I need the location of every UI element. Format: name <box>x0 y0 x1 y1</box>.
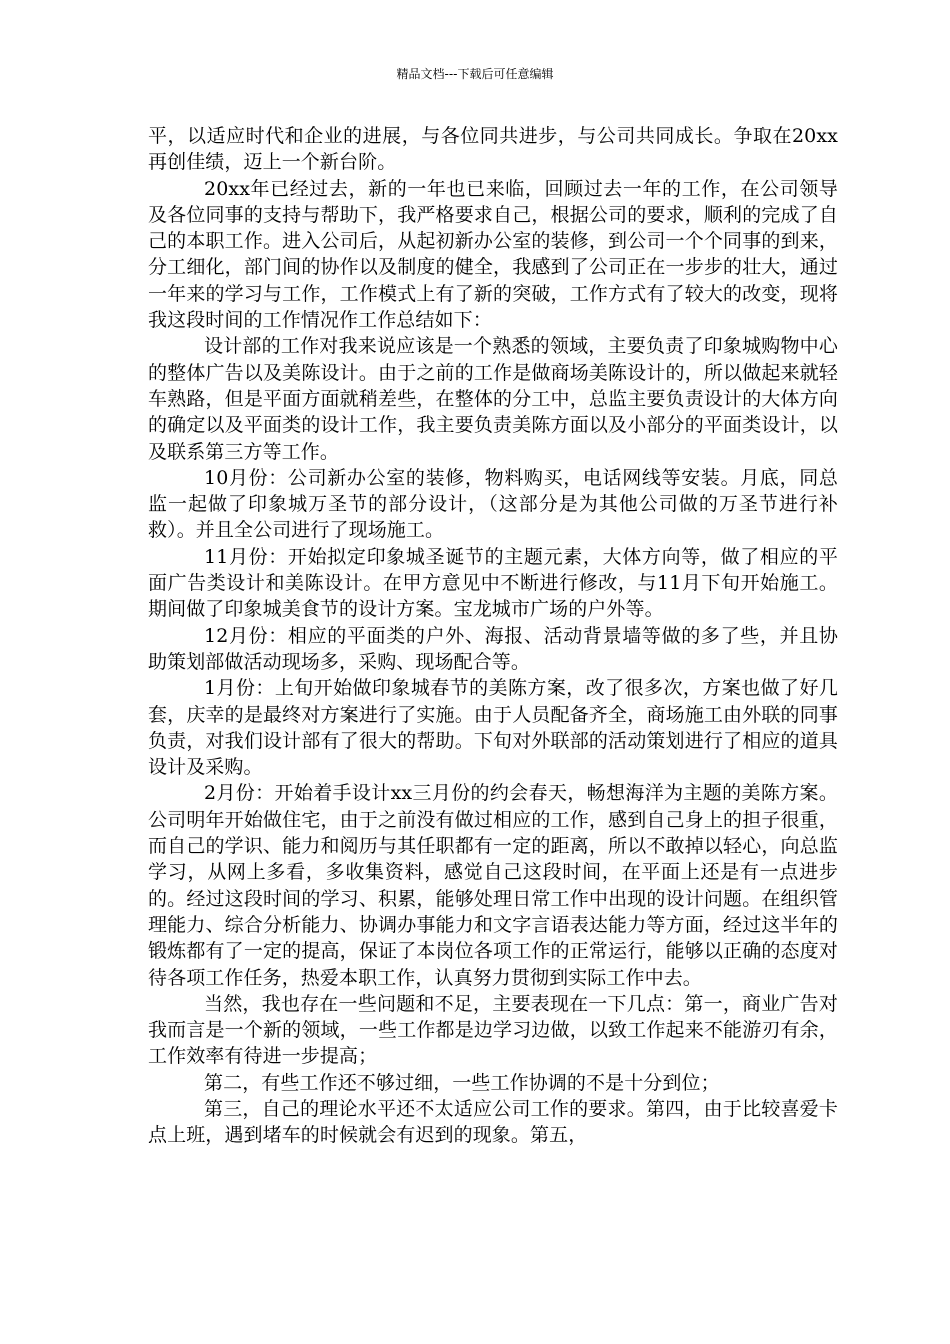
paragraph-december: 12月份：相应的平面类的户外、海报、活动背景墙等做的多了些，并且协助策划部做活动现场多，采购、现场配合等。 <box>148 624 838 673</box>
page-header: 精品文档---下载后可任意编辑 <box>396 67 554 81</box>
paragraph-intro: 20xx年已经过去，新的一年也已来临，回顾过去一年的工作，在公司领导及各位同事的支持与帮助下，我严格要求自己，根据公司的要求，顺利的完成了自己的本职工作。进入公司后，从起初新办公室的装修，到公司一个个同事的到来，分工细化，部门间的协作以及制度的健全，我感到了公司正在一步步的壮大，通过一年来的学习与工作，工作模式上有了新的突破，工作方式有了较大的改变，现将我这段时间的工作情况作工作总结如下： <box>148 177 838 332</box>
paragraph-shortcomings: 当然，我也存在一些问题和不足，主要表现在一下几点：第一，商业广告对我而言是一个新的领域，一些工作都是边学习边做，以致工作起来不能游刃有余，工作效率有待进一步提高； <box>148 992 838 1068</box>
paragraph-october: 10月份：公司新办公室的装修，物料购买，电话网线等安装。月底，同总监一起做了印象城万圣节的部分设计，（这部分是为其他公司做的万圣节进行补救）。并且全公司进行了现场施工。 <box>148 466 838 542</box>
paragraph-design-dept: 设计部的工作对我来说应该是一个熟悉的领域，主要负责了印象城购物中心的整体广告以及美陈设计。由于之前的工作是做商场美陈设计的，所以做起来就轻车熟路，但是平面方面就稍差些，在整体的分工中，总监主要负责设计的大体方向的确定以及平面类的设计工作，我主要负责美陈方面以及小部分的平面类设计，以及联系第三方等工作。 <box>148 335 838 463</box>
paragraph-february: 2月份：开始着手设计xx三月份的约会春天，畅想海洋为主题的美陈方案。公司明年开始做住宅，由于之前没有做过相应的工作，感到自己身上的担子很重，而自己的学识、能力和阅历与其任职都有一定的距离，所以不敢掉以轻心，向总监学习，从网上多看，多收集资料，感觉自己这段时间，在平面上还是有一点进步的。经过这段时间的学习、积累，能够处理日常工作中出现的设计问题。在组织管理能力、综合分析能力、协调办事能力和文字言语表达能力等方面，经过这半年的锻炼都有了一定的提高，保证了本岗位各项工作的正常运行，能够以正确的态度对待各项工作任务，热爱本职工作，认真努力贯彻到实际工作中去。 <box>148 782 838 989</box>
document-body <box>148 123 838 1149</box>
paragraph-third-point: 第三，自己的理论水平还不太适应公司工作的要求。第四，由于比较喜爱卡点上班，遇到堵车的时候就会有迟到的现象。第五， <box>148 1097 838 1147</box>
paragraph-november: 11月份：开始拟定印象城圣诞节的主题元素，大体方向等，做了相应的平面广告类设计和美陈设计。在甲方意见中不断进行修改，与11月下旬开始施工。期间做了印象城美食节的设计方案。宝龙城市广场的户外等。 <box>148 545 838 621</box>
paragraph-second-point: 第二，有些工作还不够过细，一些工作协调的不是十分到位； <box>204 1071 720 1094</box>
paragraph-january: 1月份：上旬开始做印象城春节的美陈方案，改了很多次，方案也做了好几套，庆幸的是最终对方案进行了实施。由于人员配备齐全，商场施工由外联的同事负责，对我们设计部有了很大的帮助。下旬对外联部的活动策划进行了相应的道具设计及采购。 <box>148 677 838 779</box>
paragraph-continuation: 平，以适应时代和企业的进展，与各位同共进步，与公司共同成长。争取在20xx再创佳绩，迈上一个新台阶。 <box>148 125 838 174</box>
